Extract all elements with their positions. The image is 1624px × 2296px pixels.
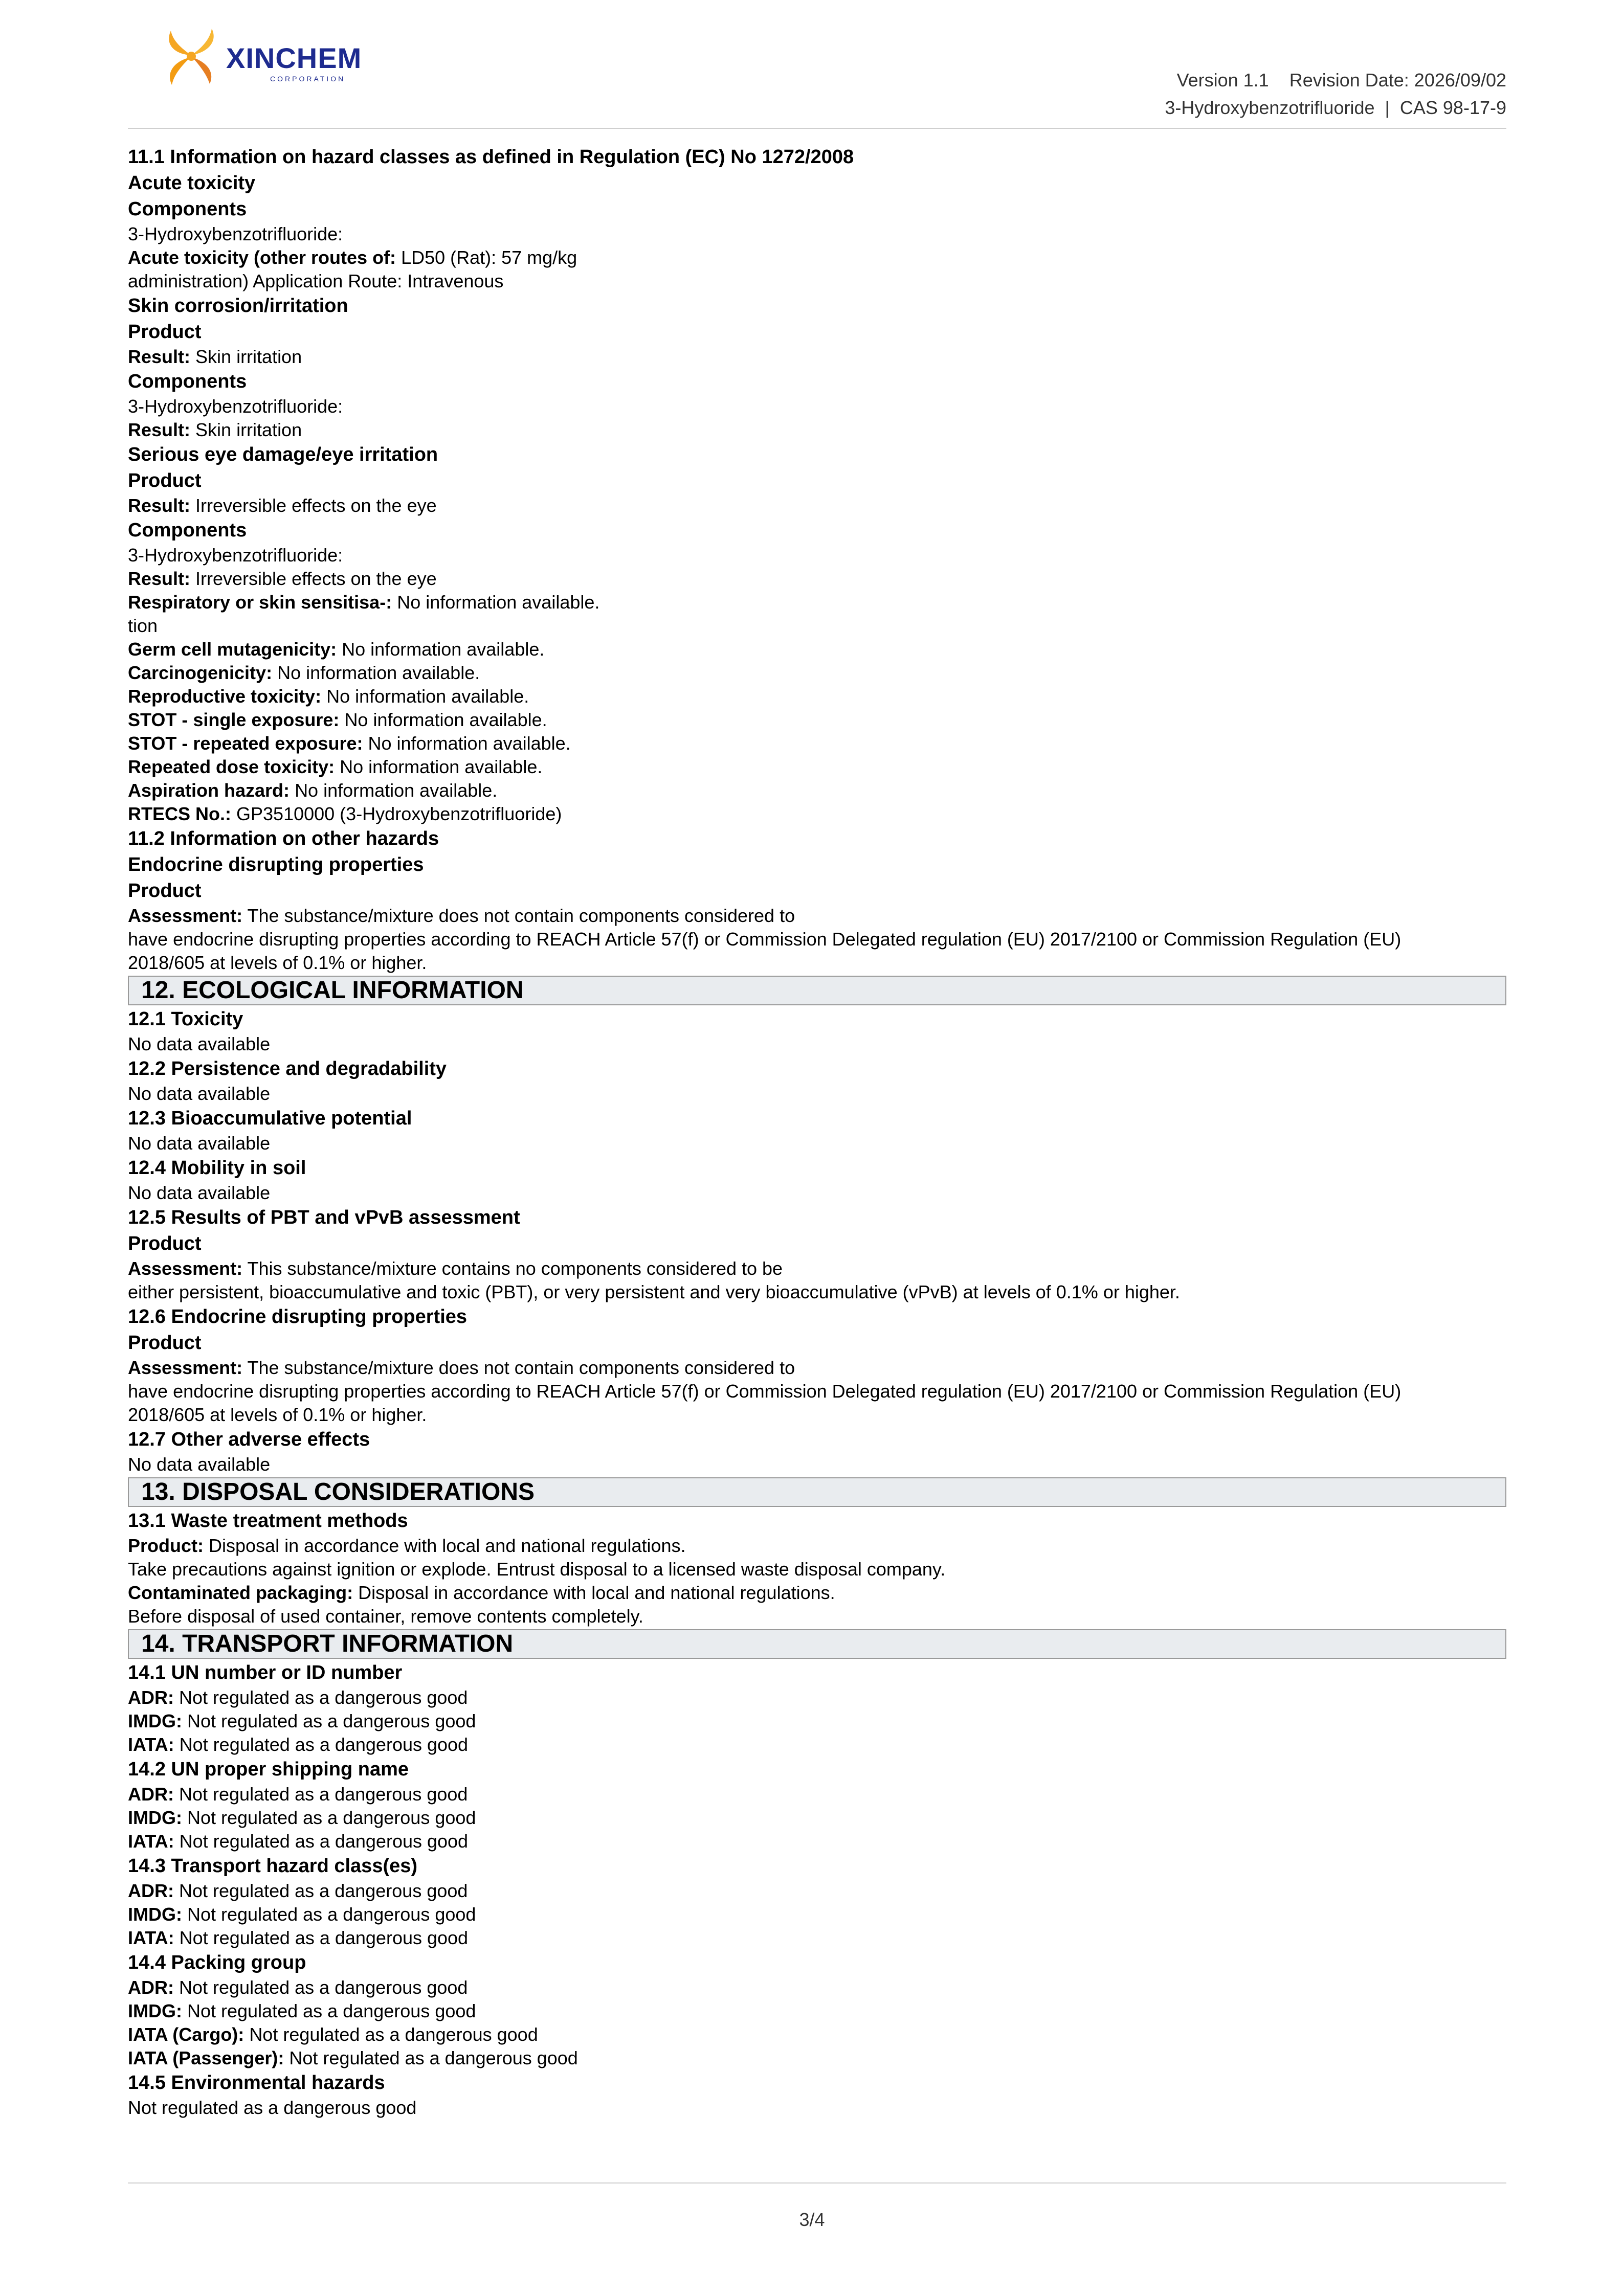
assessment-continuation: either persistent, bioaccumulative and toxic (PBT), or very persistent and very bioaccumulative (vPvB) at levels of 0.1% or higher. xyxy=(128,1281,1180,1302)
field-label: Acute toxicity (other routes of: xyxy=(128,247,396,268)
toxicity-row xyxy=(128,638,1506,661)
field-label: Assessment: xyxy=(128,1258,243,1279)
subsection-12-2-heading: 12.2 Persistence and degradability xyxy=(128,1058,447,1079)
transport-row xyxy=(128,2046,1506,2070)
field-label: ADR: xyxy=(128,1977,174,1998)
field-label: Reproductive toxicity: xyxy=(128,686,322,707)
field-value: Not regulated as a dangerous good xyxy=(179,1784,468,1805)
transport-row xyxy=(128,2023,1506,2046)
subsection-11-2-heading: 11.2 Information on other hazards xyxy=(128,828,439,849)
field-value: Not regulated as a dangerous good xyxy=(187,1710,476,1731)
transport-row xyxy=(128,1903,1506,1926)
field-value: Not regulated as a dangerous good xyxy=(249,2024,538,2045)
components-heading: Components xyxy=(128,371,247,392)
transport-row xyxy=(128,1733,1506,1757)
field-label: RTECS No.: xyxy=(128,803,231,824)
result-row xyxy=(128,567,1506,591)
field-value: Skin irritation xyxy=(195,419,302,440)
transport-row xyxy=(128,1709,1506,1733)
company-logo xyxy=(159,26,363,87)
field-label: Contaminated packaging: xyxy=(128,1582,353,1603)
field-value: Not regulated as a dangerous good xyxy=(179,1687,468,1708)
product-heading: Product xyxy=(128,321,202,343)
field-label: IMDG: xyxy=(128,1904,182,1925)
field-value: No information available. xyxy=(340,756,543,777)
toxicity-row xyxy=(128,685,1506,708)
substance-name: 3-Hydroxybenzotrifluoride: xyxy=(128,396,343,417)
field-label: IATA: xyxy=(128,1927,174,1948)
section-12-header: 12. ECOLOGICAL INFORMATION xyxy=(128,976,1506,1005)
subsection-14-1-heading: 14.1 UN number or ID number xyxy=(128,1662,403,1683)
subsection-value: No data available xyxy=(128,1133,271,1154)
section-13-header: 13. DISPOSAL CONSIDERATIONS xyxy=(128,1477,1506,1507)
field-label: IMDG: xyxy=(128,1710,182,1731)
subsection-14-4-heading: 14.4 Packing group xyxy=(128,1952,306,1973)
document-header-info xyxy=(1165,66,1506,122)
product-disposal-continuation: Take precautions against ignition or explode. Entrust disposal to a licensed waste disposal company. xyxy=(128,1559,946,1580)
subsection-12-7-heading: 12.7 Other adverse effects xyxy=(128,1429,370,1450)
field-value: No information available. xyxy=(397,592,600,613)
field-label: IATA: xyxy=(128,1831,174,1852)
subsection-14-3-heading: 14.3 Transport hazard class(es) xyxy=(128,1855,418,1877)
subsection-12-4-heading: 12.4 Mobility in soil xyxy=(128,1157,306,1179)
assessment-row xyxy=(128,1257,1506,1280)
section-14-header: 14. TRANSPORT INFORMATION xyxy=(128,1629,1506,1659)
endocrine-heading: Endocrine disrupting properties xyxy=(128,854,424,875)
field-value: Disposal in accordance with local and national regulations. xyxy=(209,1535,686,1556)
field-label: Product: xyxy=(128,1535,204,1556)
subsection-12-5-heading: 12.5 Results of PBT and vPvB assessment xyxy=(128,1207,520,1228)
field-label: Assessment: xyxy=(128,1357,243,1378)
product-name: 3-Hydroxybenzotrifluoride xyxy=(1165,97,1375,118)
field-label: Repeated dose toxicity: xyxy=(128,756,335,777)
subsection-12-1-heading: 12.1 Toxicity xyxy=(128,1008,243,1030)
field-label: IMDG: xyxy=(128,1807,182,1828)
field-value: No information available. xyxy=(277,662,480,683)
respiratory-sensitisation-row xyxy=(128,591,1506,614)
field-label: STOT - single exposure: xyxy=(128,709,340,730)
transport-row xyxy=(128,1999,1506,2023)
product-heading: Product xyxy=(128,1332,202,1354)
field-label: Respiratory or skin sensitisa-: xyxy=(128,592,392,613)
field-value: No information available. xyxy=(344,709,547,730)
product-line xyxy=(1165,94,1506,122)
field-label: ADR: xyxy=(128,1784,174,1805)
transport-row xyxy=(128,1806,1506,1830)
company-subtitle: CORPORATION xyxy=(270,75,346,83)
assessment-continuation: 2018/605 at levels of 0.1% or higher. xyxy=(128,1404,427,1425)
subsection-13-1-heading: 13.1 Waste treatment methods xyxy=(128,1510,408,1532)
swirl-logo-icon xyxy=(159,26,225,87)
subsection-value: Not regulated as a dangerous good xyxy=(128,2097,417,2118)
cas-number: CAS 98-17-9 xyxy=(1399,97,1506,118)
subsection-14-2-heading: 14.2 UN proper shipping name xyxy=(128,1759,409,1780)
components-heading: Components xyxy=(128,198,247,220)
version: Version 1.1 xyxy=(1176,70,1269,91)
product-heading: Product xyxy=(128,880,202,902)
field-value: The substance/mixture does not contain components considered to xyxy=(247,905,795,926)
page-number: 3/4 xyxy=(799,2209,825,2230)
field-value: Not regulated as a dangerous good xyxy=(187,2000,476,2021)
field-value: No information available. xyxy=(295,780,498,801)
toxicity-row xyxy=(128,755,1506,779)
field-label: IMDG: xyxy=(128,2000,182,2021)
field-label: Result: xyxy=(128,568,191,589)
field-value: Skin irritation xyxy=(195,346,302,367)
footer-divider xyxy=(128,2182,1506,2184)
transport-row xyxy=(128,1926,1506,1950)
company-name: XINCHEM xyxy=(226,42,362,74)
subsection-12-3-heading: 12.3 Bioaccumulative potential xyxy=(128,1108,412,1129)
field-value: Not regulated as a dangerous good xyxy=(179,1927,469,1948)
toxicity-row xyxy=(128,661,1506,685)
result-row xyxy=(128,418,1506,442)
components-heading: Components xyxy=(128,520,247,541)
field-value: No information available. xyxy=(368,733,571,754)
assessment-continuation: 2018/605 at levels of 0.1% or higher. xyxy=(128,952,427,973)
header-divider xyxy=(128,128,1506,129)
toxicity-row xyxy=(128,779,1506,802)
toxicity-row xyxy=(128,732,1506,755)
assessment-row xyxy=(128,1356,1506,1380)
eye-damage-heading: Serious eye damage/eye irritation xyxy=(128,444,438,465)
field-label: Assessment: xyxy=(128,905,243,926)
document-body xyxy=(128,144,1506,2120)
field-label: Result: xyxy=(128,419,191,440)
field-value: GP3510000 (3-Hydroxybenzotrifluoride) xyxy=(236,803,562,824)
field-value: Not regulated as a dangerous good xyxy=(179,1831,469,1852)
field-value: Irreversible effects on the eye xyxy=(195,495,437,516)
transport-row xyxy=(128,1783,1506,1806)
acute-toxicity-row xyxy=(128,246,1506,269)
skin-corrosion-heading: Skin corrosion/irritation xyxy=(128,295,348,317)
respiratory-label-continuation: tion xyxy=(128,615,158,636)
field-label: Carcinogenicity: xyxy=(128,662,273,683)
field-value: Not regulated as a dangerous good xyxy=(187,1807,476,1828)
field-label: ADR: xyxy=(128,1880,174,1901)
field-label: Germ cell mutagenicity: xyxy=(128,639,337,660)
subsection-11-1-heading: 11.1 Information on hazard classes as defined in Regulation (EC) No 1272/2008 xyxy=(128,146,854,168)
separator: | xyxy=(1385,97,1390,118)
substance-name: 3-Hydroxybenzotrifluoride: xyxy=(128,223,343,244)
product-heading: Product xyxy=(128,470,202,491)
field-value: This substance/mixture contains no components considered to be xyxy=(247,1258,783,1279)
toxicity-row xyxy=(128,708,1506,732)
rtecs-row xyxy=(128,802,1506,826)
transport-row xyxy=(128,1830,1506,1853)
revision-date: Revision Date: 2026/09/02 xyxy=(1289,70,1506,91)
field-value: No information available. xyxy=(342,639,545,660)
field-value: Not regulated as a dangerous good xyxy=(179,1977,468,1998)
field-value: No information available. xyxy=(326,686,529,707)
field-label: Result: xyxy=(128,495,191,516)
subsection-value: No data available xyxy=(128,1083,271,1104)
field-value: Not regulated as a dangerous good xyxy=(187,1904,476,1925)
transport-row xyxy=(128,1976,1506,1999)
field-label: IATA (Cargo): xyxy=(128,2024,244,2045)
field-label: IATA: xyxy=(128,1734,174,1755)
field-label: STOT - repeated exposure: xyxy=(128,733,363,754)
transport-row xyxy=(128,1879,1506,1903)
field-label: Result: xyxy=(128,346,191,367)
packaging-disposal-row xyxy=(128,1581,1506,1605)
product-disposal-row xyxy=(128,1534,1506,1558)
assessment-row xyxy=(128,904,1506,928)
field-label: ADR: xyxy=(128,1687,174,1708)
field-value: Not regulated as a dangerous good xyxy=(179,1734,469,1755)
subsection-value: No data available xyxy=(128,1454,271,1475)
field-label: Aspiration hazard: xyxy=(128,780,290,801)
field-value: Disposal in accordance with local and national regulations. xyxy=(358,1582,835,1603)
assessment-continuation: have endocrine disrupting properties according to REACH Article 57(f) or Commission Delegated regulation (EU) 2017/2100 or Commission Regulation (EU) xyxy=(128,1381,1401,1402)
result-row xyxy=(128,494,1506,517)
subsection-14-5-heading: 14.5 Environmental hazards xyxy=(128,2072,385,2094)
subsection-value: No data available xyxy=(128,1033,271,1054)
result-row xyxy=(128,345,1506,369)
acute-toxicity-continuation: administration) Application Route: Intravenous xyxy=(128,271,504,291)
field-value: The substance/mixture does not contain components considered to xyxy=(247,1357,795,1378)
packaging-disposal-continuation: Before disposal of used container, remove contents completely. xyxy=(128,1606,643,1627)
version-line xyxy=(1165,66,1506,94)
substance-name: 3-Hydroxybenzotrifluoride: xyxy=(128,545,343,566)
subsection-12-6-heading: 12.6 Endocrine disrupting properties xyxy=(128,1306,468,1327)
acute-toxicity-heading: Acute toxicity xyxy=(128,172,256,194)
field-value: LD50 (Rat): 57 mg/kg xyxy=(401,247,577,268)
field-value: Irreversible effects on the eye xyxy=(195,568,437,589)
field-value: Not regulated as a dangerous good xyxy=(289,2047,578,2068)
product-heading: Product xyxy=(128,1233,202,1254)
transport-row xyxy=(128,1686,1506,1709)
field-value: Not regulated as a dangerous good xyxy=(179,1880,468,1901)
field-label: IATA (Passenger): xyxy=(128,2047,284,2068)
subsection-value: No data available xyxy=(128,1182,271,1203)
assessment-continuation: have endocrine disrupting properties according to REACH Article 57(f) or Commission Delegated regulation (EU) 2017/2100 or Commission Regulation (EU) xyxy=(128,929,1401,950)
